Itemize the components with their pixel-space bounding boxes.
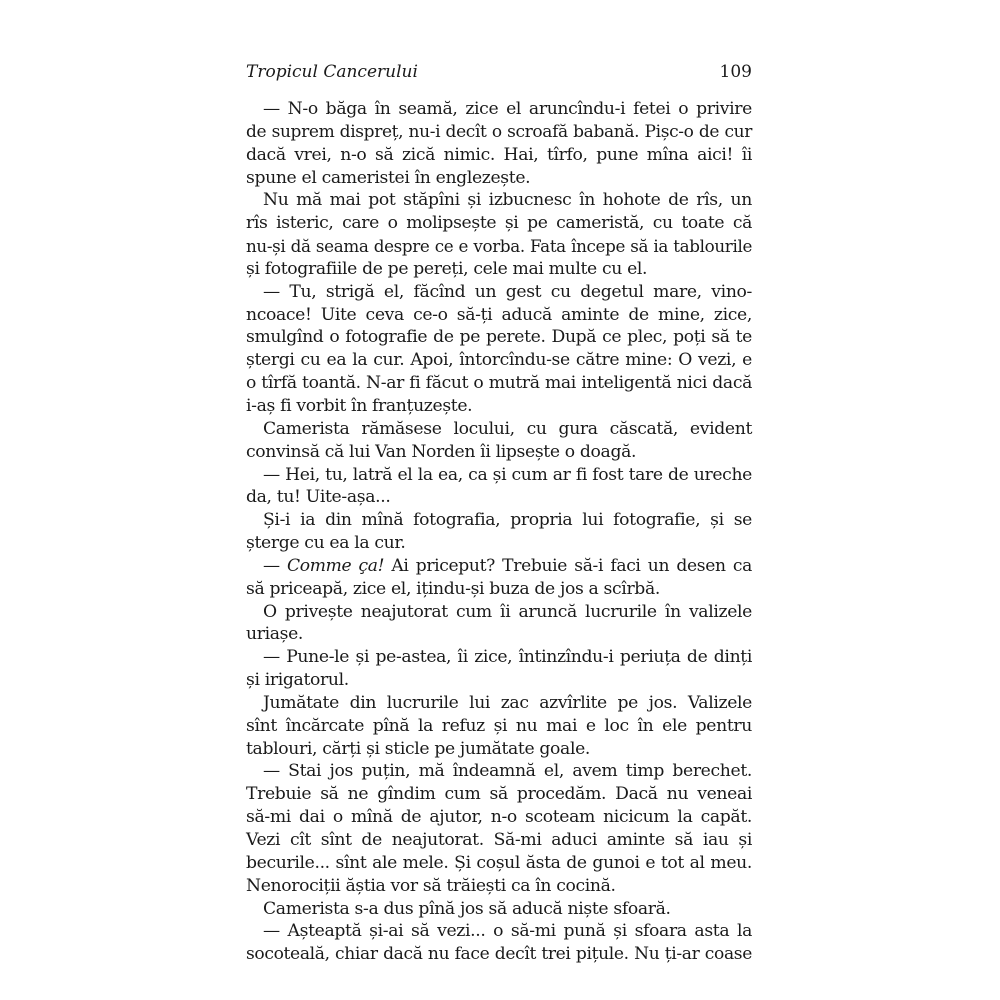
- text-run: Vezi cît sînt de neajutorat. Să-mi aduci aminte să iau și: [246, 830, 752, 850]
- text-run: de suprem dispreț, nu-i decît o scroafă babană. Pișc-o de cur: [246, 121, 752, 142]
- text-run: convinsă că lui Van Norden îi lipsește o doagă.: [246, 441, 637, 462]
- text-line: [246, 646, 752, 669]
- text-line: [246, 304, 752, 327]
- running-title: Tropicul Cancerului: [246, 62, 418, 82]
- text-run: o tîrfă toantă. N-ar fi făcut o mutră mai inteligentă nici dacă: [246, 373, 752, 394]
- text-line: [246, 875, 752, 898]
- text-run: smulgînd o fotografie de pe perete. După ce plec, poți să te: [246, 327, 752, 348]
- text-run: Trebuie să ne gîndim cum să procedăm. Dacă nu veneai: [246, 784, 752, 805]
- text-line: [246, 669, 752, 692]
- text-line: [246, 532, 752, 555]
- text-run: — Pune-le și pe-astea, îi zice, întinzîndu-i periuța de dinți: [263, 647, 752, 668]
- text-run: și irigatorul.: [246, 670, 349, 691]
- text-line: [246, 281, 752, 304]
- text-line: [246, 943, 752, 966]
- text-line: [246, 898, 752, 921]
- text-line: [246, 852, 752, 875]
- text-line: [246, 189, 752, 212]
- text-line: [246, 395, 752, 418]
- text-run: nu-și dă seama despre ce e vorba. Fata începe să ia tablourile: [246, 236, 752, 257]
- text-line: [246, 760, 752, 783]
- text-run: tablouri, cărți și sticle pe jumătate goale.: [246, 738, 591, 759]
- text-line: [246, 692, 752, 715]
- text-line: [246, 212, 752, 235]
- running-head: [246, 60, 752, 84]
- text-run: ncoace! Uite ceva ce-o să-ți aducă aminte de mine, zice,: [246, 304, 752, 325]
- text-line: [246, 509, 752, 532]
- text-line: [246, 738, 752, 761]
- text-line: [246, 623, 752, 646]
- text-run: Jumătate din lucrurile lui zac azvîrlite pe jos. Valizele: [263, 692, 752, 713]
- text-line: [246, 783, 752, 806]
- text-run: spune el cameristei în englezește.: [246, 167, 531, 188]
- text-run: uriașe.: [246, 624, 304, 645]
- text-line: [246, 418, 752, 441]
- italic-text: Comme ça!: [287, 555, 385, 576]
- text-run: Camerista s-a dus pînă jos să aducă niște sfoară.: [263, 898, 671, 919]
- text-run: i-aș fi vorbit în franțuzește.: [246, 395, 473, 416]
- text-line: [246, 235, 752, 258]
- text-run: — Tu, strigă el, făcînd un gest cu degetul mare, vino-: [263, 281, 752, 302]
- text-line: [246, 486, 752, 509]
- text-run: dacă vrei, n-o să zică nimic. Hai, tîrfo, pune mîna aici! îi: [246, 144, 752, 165]
- text-run: Camerista rămăsese locului, cu gura căscată, evident: [263, 418, 752, 439]
- text-run: O privește neajutorat cum îi aruncă lucrurile în valizele: [263, 601, 752, 622]
- text-run: sînt încărcate pînă la refuz și nu mai e loc în ele pentru: [246, 715, 752, 736]
- text-run: Nenorociții ăștia vor să trăiești ca în cocină.: [246, 875, 616, 896]
- text-line: [246, 258, 752, 281]
- text-run: socoteală, chiar dacă nu face decît trei pițule. Nu ți-ar coase: [246, 944, 752, 965]
- text-run: să-mi dai o mînă de ajutor, n-o scoteam nicicum la capăt.: [246, 807, 752, 828]
- text-run: să priceapă, zice el, ițindu-și buza de jos a scîrbă.: [246, 578, 660, 599]
- text-run: rîs isteric, care o molipsește și pe cameristă, cu toate că: [246, 213, 752, 234]
- text-run: —: [263, 555, 288, 576]
- text-line: [246, 601, 752, 624]
- text-line: [246, 578, 752, 601]
- text-run: — Stai jos puțin, mă îndeamnă el, avem timp berechet.: [263, 761, 752, 782]
- text-run: becurile... sînt ale mele. Și coșul ăsta de gunoi e tot al meu.: [246, 852, 752, 873]
- text-line: [246, 372, 752, 395]
- text-line: [246, 829, 752, 852]
- text-line: [246, 920, 752, 943]
- text-line: [246, 144, 752, 167]
- text-run: — Hei, tu, latră el la ea, ca și cum ar fi fost tare de ureche: [263, 464, 752, 485]
- text-line: [246, 715, 752, 738]
- text-run: Nu mă mai pot stăpîni și izbucnesc în hohote de rîs, un: [263, 190, 752, 211]
- page-number: 109: [719, 62, 752, 82]
- text-run: — N-o băga în seamă, zice el aruncîndu-i fetei o privire: [263, 99, 752, 119]
- text-run: Ai priceput? Trebuie să-i faci un desen ca: [384, 555, 752, 576]
- text-line: [246, 555, 752, 578]
- text-line: [246, 464, 752, 487]
- text-run: — Așteaptă și-ai să vezi... o să-mi pună și sfoara asta la: [263, 921, 752, 942]
- text-run: și fotografiile de pe pereți, cele mai multe cu el.: [246, 258, 648, 279]
- text-line: [246, 326, 752, 349]
- text-line: [246, 441, 752, 464]
- text-run: Și-i ia din mînă fotografia, propria lui fotografie, și se: [263, 510, 752, 531]
- text-line: [246, 806, 752, 829]
- text-line: [246, 98, 752, 121]
- text-line: [246, 349, 752, 372]
- body-text: [246, 98, 752, 966]
- text-run: da, tu! Uite-așa...: [246, 487, 391, 508]
- text-line: [246, 121, 752, 144]
- text-run: ștergi cu ea la cur. Apoi, întorcîndu-se către mine: O vezi, e: [246, 350, 752, 371]
- text-line: [246, 167, 752, 190]
- text-run: șterge cu ea la cur.: [246, 533, 406, 554]
